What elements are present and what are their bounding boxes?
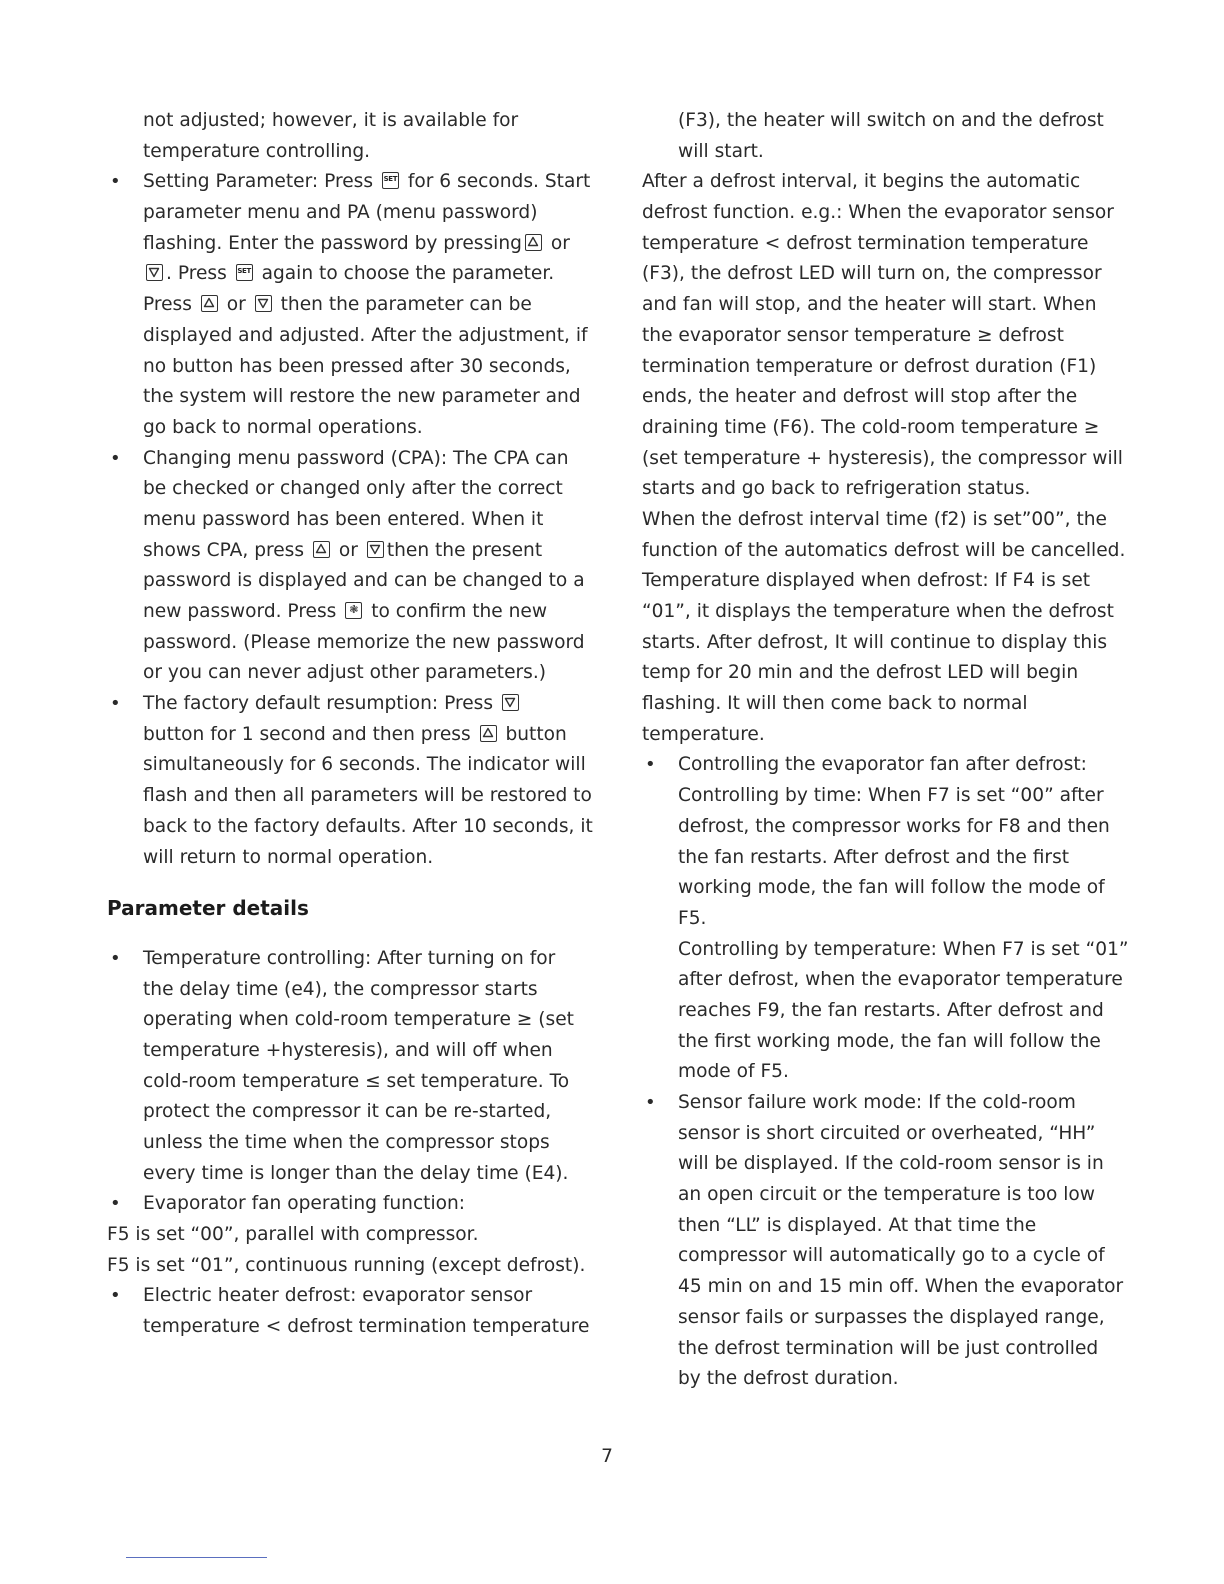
text-segment: or (544, 232, 570, 254)
text-line (107, 597, 582, 628)
text-line: Controlling by temperature: When F7 is set “01” (678, 938, 1129, 960)
text-line: starts. After defrost, It will continue to display this (642, 631, 1108, 653)
text-line: F5. (678, 907, 707, 929)
up-button-icon (201, 295, 218, 312)
text-line: parameter menu and PA (menu password) (143, 202, 538, 224)
section-heading: Parameter details (107, 896, 309, 921)
text-line: will return to normal operation. (143, 846, 434, 868)
text-line: temperature. (642, 723, 765, 745)
text-segment: then the parameter can be (274, 294, 532, 316)
text-line: Controlling by time: When F7 is set “00” after (678, 785, 1104, 807)
text-segment: again to choose the parameter. (255, 263, 555, 285)
text-line: no button has been pressed after 30 seconds, (143, 355, 571, 377)
text-line: “01”, it displays the temperature when the defrost (642, 601, 1114, 622)
text-segment: or (332, 539, 364, 561)
bullet-item-line: • Controlling the evaporator fan after defrost: (642, 750, 1122, 781)
text-line: (F3), the heater will switch on and the defrost (678, 110, 1104, 131)
text-line: every time is longer than the delay time (E4). (143, 1162, 569, 1184)
text-line: temp for 20 min and the defrost LED will begin (642, 662, 1079, 684)
text-line: draining time (F6). The cold-room temperature ≥ (642, 416, 1100, 438)
text-line: working mode, the fan will follow the mode of (678, 877, 1105, 899)
bullet-item-line: • Changing menu password (CPA): The CPA can (107, 444, 582, 475)
spacer (107, 873, 582, 893)
text-line: be checked or changed only after the correct (143, 478, 563, 500)
text-line: back to the factory defaults. After 10 seconds, it (143, 815, 593, 837)
text-line: unless the time when the compressor stops (143, 1132, 550, 1153)
text-segment: to confirm the new (365, 601, 548, 622)
text-line: function of the automatics defrost will be cancelled. (642, 539, 1126, 561)
text-segment: Press (143, 294, 198, 316)
text-line: compressor will automatically go to a cycle of (678, 1245, 1105, 1267)
up-button-icon (313, 541, 330, 558)
text-segment: button (499, 723, 567, 745)
fan-button-icon: ❃ (345, 602, 362, 619)
text-segment: then the present (386, 539, 543, 561)
spacer (107, 924, 582, 944)
text-line: temperature controlling. (143, 140, 371, 162)
text-line: temperature < defrost termination temperature (143, 1316, 590, 1338)
set-button-icon: SET (382, 172, 399, 189)
text-line: simultaneously for 6 seconds. The indicator will (143, 754, 586, 776)
text-line: starts and go back to refrigeration status. (642, 478, 1031, 500)
text-segment: for 6 seconds. Start (401, 171, 591, 193)
text-line (107, 536, 582, 567)
text-line: displayed and adjusted. After the adjustment, if (143, 324, 588, 346)
text-line: or you can never adjust other parameters.) (143, 662, 547, 684)
text-line: cold-room temperature ≤ set temperature. To (143, 1070, 570, 1092)
text-line: will be displayed. If the cold-room sensor is in (678, 1153, 1104, 1175)
text-line: termination temperature or defrost duration (F1) (642, 355, 1097, 377)
text-line: the evaporator sensor temperature ≥ defrost (642, 324, 1064, 346)
text-line: sensor is short circuited or overheated, “HH” (678, 1122, 1096, 1144)
left-column (107, 106, 593, 1343)
text-line: After a defrost interval, it begins the automatic (642, 171, 1081, 193)
text-line: flash and then all parameters will be restored to (143, 785, 592, 807)
text-line: flashing. It will then come back to normal (642, 693, 1028, 715)
text-segment: . Press (166, 263, 233, 285)
up-button-icon (525, 234, 542, 251)
set-button-icon: SET (236, 264, 253, 281)
text-line: Temperature displayed when defrost: If F4 is set (642, 570, 1091, 592)
bullet-item-line: • Sensor failure work mode: If the cold-room (642, 1088, 1122, 1119)
text-line: sensor fails or surpasses the displayed range, (678, 1306, 1105, 1328)
text-line: the system will restore the new parameter and (143, 386, 581, 408)
text-segment: Setting Parameter: Press (143, 171, 379, 193)
text-line: 45 min on and 15 min off. When the evaporator (678, 1276, 1124, 1298)
text-line: temperature +hysteresis), and will off when (143, 1039, 553, 1061)
text-line: reaches F9, the fan restarts. After defrost and (678, 999, 1104, 1021)
text-line: the delay time (e4), the compressor starts (143, 978, 538, 1000)
text-line: password is displayed and can be changed to a (143, 570, 585, 592)
text-line: password. (Please memorize the new password (143, 631, 585, 653)
text-line: When the defrost interval time (f2) is set”00”, the (642, 508, 1107, 530)
text-segment: The factory default resumption: Press (143, 693, 499, 715)
text-segment: new password. Press (143, 601, 343, 622)
page-number: 7 (601, 1446, 613, 1467)
footnote-separator (126, 1557, 267, 1558)
text-line (107, 720, 582, 751)
text-line: after defrost, when the evaporator temperature (678, 969, 1123, 991)
text-line: F5 is set “00”, parallel with compressor. (107, 1224, 479, 1246)
text-line: mode of F5. (678, 1061, 789, 1083)
right-column (642, 106, 1129, 1395)
down-button-icon (146, 264, 163, 281)
text-line: not adjusted; however, it is available for (143, 110, 519, 131)
text-line: the fan restarts. After defrost and the first (678, 846, 1070, 868)
text-segment: or (220, 294, 252, 316)
text-line (107, 229, 582, 260)
down-button-icon (502, 694, 519, 711)
bullet-item-line (107, 689, 582, 720)
text-segment: shows CPA, press (143, 539, 310, 561)
text-line: operating when cold-room temperature ≥ (set (143, 1009, 574, 1031)
bullet-item-line (107, 167, 591, 198)
text-line: defrost, the compressor works for F8 and then (678, 815, 1110, 837)
text-line: then “LL” is displayed. At that time the (678, 1214, 1037, 1236)
text-line: temperature < defrost termination temperature (642, 232, 1089, 254)
bullet-item-line: • Temperature controlling: After turning on for (107, 944, 582, 975)
down-button-icon (255, 295, 272, 312)
text-segment: button for 1 second and then press (143, 723, 477, 745)
text-line: protect the compressor it can be re-started, (143, 1101, 552, 1123)
text-line: by the defrost duration. (678, 1368, 899, 1390)
text-line: F5 is set “01”, continuous running (except defrost). (107, 1254, 586, 1276)
text-line: the defrost termination will be just controlled (678, 1337, 1099, 1359)
text-line: ends, the heater and defrost will stop after the (642, 386, 1078, 408)
text-line: menu password has been entered. When it (143, 508, 544, 530)
text-line: an open circuit or the temperature is too low (678, 1184, 1096, 1206)
text-line: defrost function. e.g.: When the evaporator sensor (642, 202, 1114, 224)
bullet-item-line: • Evaporator fan operating function: (107, 1189, 582, 1220)
text-line: the first working mode, the fan will follow the (678, 1030, 1101, 1052)
text-line (107, 290, 582, 321)
text-segment: flashing. Enter the password by pressing (143, 232, 522, 254)
text-line (107, 259, 582, 290)
text-line: will start. (678, 140, 764, 162)
text-line: go back to normal operations. (143, 416, 423, 438)
down-button-icon (367, 541, 384, 558)
text-line: (set temperature + hysteresis), the compressor will (642, 447, 1123, 469)
text-line: and fan will stop, and the heater will start. When (642, 294, 1097, 316)
bullet-item-line: • Electric heater defrost: evaporator sensor (107, 1281, 582, 1312)
up-button-icon (480, 725, 497, 742)
text-line: (F3), the defrost LED will turn on, the compressor (642, 263, 1102, 285)
